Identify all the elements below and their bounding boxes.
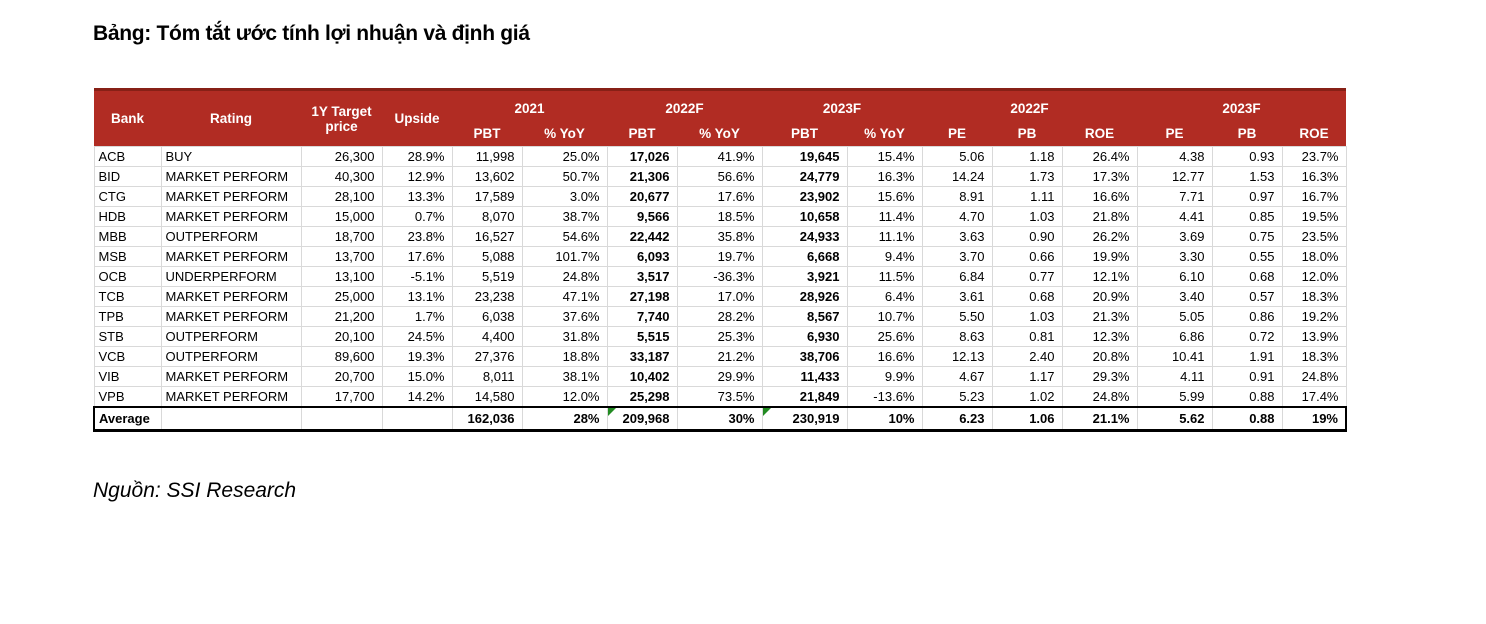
cell-bank: VPB bbox=[94, 387, 161, 407]
col-header-pbt-2022f: PBT bbox=[607, 121, 677, 147]
cell-pb-2022f: 1.02 bbox=[992, 387, 1062, 407]
cell-pbt-2021: 23,238 bbox=[452, 287, 522, 307]
cell-pbt-2022f: 209,968 bbox=[607, 407, 677, 431]
cell-upside: 14.2% bbox=[382, 387, 452, 407]
cell-yoy-2023f: 9.4% bbox=[847, 247, 922, 267]
cell-pe-2023f: 12.77 bbox=[1137, 167, 1212, 187]
cell-yoy-2021: 47.1% bbox=[522, 287, 607, 307]
cell-roe-2023f: 18.3% bbox=[1282, 347, 1346, 367]
cell-pbt-2022f: 9,566 bbox=[607, 207, 677, 227]
cell-pb-2022f: 2.40 bbox=[992, 347, 1062, 367]
cell-roe-2022f: 21.1% bbox=[1062, 407, 1137, 431]
cell-pe-2022f: 12.13 bbox=[922, 347, 992, 367]
cell-pbt-2021: 11,998 bbox=[452, 147, 522, 167]
cell-upside: 19.3% bbox=[382, 347, 452, 367]
cell-pe-2023f: 4.11 bbox=[1137, 367, 1212, 387]
header-group-row bbox=[94, 90, 1346, 121]
cell-roe-2022f: 21.3% bbox=[1062, 307, 1137, 327]
cell-pe-2023f: 7.71 bbox=[1137, 187, 1212, 207]
cell-bank: VIB bbox=[94, 367, 161, 387]
cell-pb-2023f: 0.93 bbox=[1212, 147, 1282, 167]
cell-pe-2023f: 5.99 bbox=[1137, 387, 1212, 407]
cell-pbt-2022f: 20,677 bbox=[607, 187, 677, 207]
cell-target-price: 89,600 bbox=[301, 347, 382, 367]
cell-pbt-2021: 4,400 bbox=[452, 327, 522, 347]
table-row bbox=[94, 347, 1346, 367]
cell-yoy-2023f: 9.9% bbox=[847, 367, 922, 387]
cell-upside: 1.7% bbox=[382, 307, 452, 327]
cell-yoy-2021: 28% bbox=[522, 407, 607, 431]
cell-yoy-2021: 37.6% bbox=[522, 307, 607, 327]
cell-roe-2022f: 17.3% bbox=[1062, 167, 1137, 187]
table-row bbox=[94, 167, 1346, 187]
cell-target-price: 25,000 bbox=[301, 287, 382, 307]
cell-pe-2022f: 14.24 bbox=[922, 167, 992, 187]
cell-target-price: 17,700 bbox=[301, 387, 382, 407]
cell-yoy-2022f: 18.5% bbox=[677, 207, 762, 227]
cell-yoy-2021: 18.8% bbox=[522, 347, 607, 367]
cell-pbt-2023f: 19,645 bbox=[762, 147, 847, 167]
group-header-2022f-val: 2022F bbox=[922, 90, 1137, 121]
source-note: Nguồn: SSI Research bbox=[93, 479, 297, 502]
cell-yoy-2022f: -36.3% bbox=[677, 267, 762, 287]
cell-yoy-2021: 38.7% bbox=[522, 207, 607, 227]
cell-pbt-2021: 6,038 bbox=[452, 307, 522, 327]
cell-roe-2022f: 20.9% bbox=[1062, 287, 1137, 307]
cell-pbt-2023f: 38,706 bbox=[762, 347, 847, 367]
cell-rating: MARKET PERFORM bbox=[161, 167, 301, 187]
table-row bbox=[94, 287, 1346, 307]
cell-rating: OUTPERFORM bbox=[161, 327, 301, 347]
cell-roe-2022f: 24.8% bbox=[1062, 387, 1137, 407]
cell-bank: CTG bbox=[94, 187, 161, 207]
cell-upside: 28.9% bbox=[382, 147, 452, 167]
cell-pbt-2023f: 3,921 bbox=[762, 267, 847, 287]
page-title: Bảng: Tóm tắt ước tính lợi nhuận và định giá bbox=[93, 22, 530, 45]
cell-pbt-2022f: 10,402 bbox=[607, 367, 677, 387]
cell-rating: MARKET PERFORM bbox=[161, 207, 301, 227]
cell-pb-2022f: 0.90 bbox=[992, 227, 1062, 247]
cell-pb-2022f: 1.03 bbox=[992, 207, 1062, 227]
cell-pbt-2022f: 5,515 bbox=[607, 327, 677, 347]
cell-upside bbox=[382, 407, 452, 431]
table-row bbox=[94, 187, 1346, 207]
col-header-bank: Bank bbox=[94, 90, 161, 147]
cell-pb-2023f: 1.53 bbox=[1212, 167, 1282, 187]
cell-roe-2022f: 12.1% bbox=[1062, 267, 1137, 287]
cell-roe-2023f: 19.2% bbox=[1282, 307, 1346, 327]
cell-rating: MARKET PERFORM bbox=[161, 367, 301, 387]
col-header-pbt-2023f: PBT bbox=[762, 121, 847, 147]
cell-target-price: 18,700 bbox=[301, 227, 382, 247]
cell-upside: 17.6% bbox=[382, 247, 452, 267]
cell-rating: MARKET PERFORM bbox=[161, 247, 301, 267]
cell-pbt-2021: 13,602 bbox=[452, 167, 522, 187]
cell-upside: 0.7% bbox=[382, 207, 452, 227]
cell-bank: OCB bbox=[94, 267, 161, 287]
cell-pbt-2023f: 6,930 bbox=[762, 327, 847, 347]
cell-pb-2023f: 0.68 bbox=[1212, 267, 1282, 287]
cell-rating: MARKET PERFORM bbox=[161, 187, 301, 207]
cell-pbt-2021: 14,580 bbox=[452, 387, 522, 407]
cell-pbt-2021: 162,036 bbox=[452, 407, 522, 431]
cell-pbt-2022f: 3,517 bbox=[607, 267, 677, 287]
cell-pb-2022f: 1.06 bbox=[992, 407, 1062, 431]
cell-pe-2022f: 8.63 bbox=[922, 327, 992, 347]
cell-pbt-2021: 8,070 bbox=[452, 207, 522, 227]
cell-target-price: 21,200 bbox=[301, 307, 382, 327]
cell-pb-2023f: 1.91 bbox=[1212, 347, 1282, 367]
cell-roe-2023f: 16.3% bbox=[1282, 167, 1346, 187]
cell-pbt-2022f: 6,093 bbox=[607, 247, 677, 267]
cell-pe-2022f: 3.61 bbox=[922, 287, 992, 307]
cell-yoy-2021: 54.6% bbox=[522, 227, 607, 247]
table-body bbox=[94, 147, 1346, 431]
col-header-pb-2023f: PB bbox=[1212, 121, 1282, 147]
cell-pbt-2022f: 17,026 bbox=[607, 147, 677, 167]
group-header-2022f-pbt: 2022F bbox=[607, 90, 762, 121]
cell-pe-2022f: 4.67 bbox=[922, 367, 992, 387]
cell-pbt-2023f: 11,433 bbox=[762, 367, 847, 387]
cell-rating: OUTPERFORM bbox=[161, 227, 301, 247]
cell-pb-2023f: 0.97 bbox=[1212, 187, 1282, 207]
cell-upside: 12.9% bbox=[382, 167, 452, 187]
col-header-rating: Rating bbox=[161, 90, 301, 147]
cell-pbt-2023f: 24,933 bbox=[762, 227, 847, 247]
cell-pe-2023f: 3.40 bbox=[1137, 287, 1212, 307]
table-row bbox=[94, 367, 1346, 387]
col-header-yoy-2023f: % YoY bbox=[847, 121, 922, 147]
cell-yoy-2022f: 56.6% bbox=[677, 167, 762, 187]
cell-pb-2023f: 0.88 bbox=[1212, 387, 1282, 407]
cell-roe-2022f: 16.6% bbox=[1062, 187, 1137, 207]
cell-pb-2023f: 0.57 bbox=[1212, 287, 1282, 307]
cell-pbt-2023f: 24,779 bbox=[762, 167, 847, 187]
cell-rating: MARKET PERFORM bbox=[161, 387, 301, 407]
cell-pb-2022f: 1.73 bbox=[992, 167, 1062, 187]
table-row bbox=[94, 147, 1346, 167]
cell-yoy-2023f: 11.5% bbox=[847, 267, 922, 287]
col-header-yoy-2022f: % YoY bbox=[677, 121, 762, 147]
cell-roe-2023f: 18.3% bbox=[1282, 287, 1346, 307]
cell-pb-2023f: 0.55 bbox=[1212, 247, 1282, 267]
cell-roe-2022f: 20.8% bbox=[1062, 347, 1137, 367]
cell-pbt-2023f: 28,926 bbox=[762, 287, 847, 307]
cell-roe-2022f: 26.2% bbox=[1062, 227, 1137, 247]
cell-pe-2023f: 5.05 bbox=[1137, 307, 1212, 327]
col-header-pe-2023f: PE bbox=[1137, 121, 1212, 147]
cell-yoy-2022f: 30% bbox=[677, 407, 762, 431]
cell-pe-2022f: 8.91 bbox=[922, 187, 992, 207]
cell-pb-2023f: 0.85 bbox=[1212, 207, 1282, 227]
cell-yoy-2022f: 17.6% bbox=[677, 187, 762, 207]
group-header-2023f-val: 2023F bbox=[1137, 90, 1346, 121]
table-row bbox=[94, 307, 1346, 327]
cell-yoy-2023f: 10.7% bbox=[847, 307, 922, 327]
cell-bank: MBB bbox=[94, 227, 161, 247]
cell-target-price: 40,300 bbox=[301, 167, 382, 187]
cell-pb-2023f: 0.75 bbox=[1212, 227, 1282, 247]
cell-yoy-2021: 101.7% bbox=[522, 247, 607, 267]
cell-bank: ACB bbox=[94, 147, 161, 167]
cell-yoy-2023f: 15.4% bbox=[847, 147, 922, 167]
table-row bbox=[94, 247, 1346, 267]
col-header-upside: Upside bbox=[382, 90, 452, 147]
col-header-yoy-2021: % YoY bbox=[522, 121, 607, 147]
cell-bank: STB bbox=[94, 327, 161, 347]
cell-yoy-2022f: 35.8% bbox=[677, 227, 762, 247]
cell-rating: OUTPERFORM bbox=[161, 347, 301, 367]
cell-pbt-2023f: 10,658 bbox=[762, 207, 847, 227]
cell-pb-2022f: 0.81 bbox=[992, 327, 1062, 347]
cell-yoy-2023f: 25.6% bbox=[847, 327, 922, 347]
cell-target-price: 26,300 bbox=[301, 147, 382, 167]
cell-pb-2022f: 1.17 bbox=[992, 367, 1062, 387]
table-row bbox=[94, 227, 1346, 247]
cell-yoy-2023f: 10% bbox=[847, 407, 922, 431]
cell-roe-2022f: 26.4% bbox=[1062, 147, 1137, 167]
cell-yoy-2022f: 19.7% bbox=[677, 247, 762, 267]
cell-pbt-2023f: 23,902 bbox=[762, 187, 847, 207]
cell-yoy-2021: 3.0% bbox=[522, 187, 607, 207]
cell-upside: 23.8% bbox=[382, 227, 452, 247]
cell-pe-2023f: 4.38 bbox=[1137, 147, 1212, 167]
table-row bbox=[94, 267, 1346, 287]
cell-rating: MARKET PERFORM bbox=[161, 307, 301, 327]
cell-roe-2023f: 19.5% bbox=[1282, 207, 1346, 227]
cell-pbt-2022f: 21,306 bbox=[607, 167, 677, 187]
cell-yoy-2021: 31.8% bbox=[522, 327, 607, 347]
cell-yoy-2022f: 17.0% bbox=[677, 287, 762, 307]
cell-pb-2022f: 0.66 bbox=[992, 247, 1062, 267]
cell-pb-2023f: 0.72 bbox=[1212, 327, 1282, 347]
cell-roe-2023f: 24.8% bbox=[1282, 367, 1346, 387]
cell-rating bbox=[161, 407, 301, 431]
cell-pbt-2022f: 33,187 bbox=[607, 347, 677, 367]
col-header-roe-2023f: ROE bbox=[1282, 121, 1346, 147]
average-row bbox=[94, 407, 1346, 431]
cell-yoy-2021: 38.1% bbox=[522, 367, 607, 387]
cell-yoy-2023f: 16.6% bbox=[847, 347, 922, 367]
cell-pbt-2021: 5,519 bbox=[452, 267, 522, 287]
cell-target-price: 13,100 bbox=[301, 267, 382, 287]
cell-pbt-2022f: 22,442 bbox=[607, 227, 677, 247]
cell-pb-2022f: 1.11 bbox=[992, 187, 1062, 207]
col-header-pb-2022f: PB bbox=[992, 121, 1062, 147]
cell-pe-2022f: 5.06 bbox=[922, 147, 992, 167]
cell-roe-2023f: 13.9% bbox=[1282, 327, 1346, 347]
cell-upside: 15.0% bbox=[382, 367, 452, 387]
cell-pb-2023f: 0.86 bbox=[1212, 307, 1282, 327]
cell-yoy-2022f: 28.2% bbox=[677, 307, 762, 327]
cell-pe-2022f: 5.50 bbox=[922, 307, 992, 327]
cell-roe-2022f: 21.8% bbox=[1062, 207, 1137, 227]
col-header-pbt-2021: PBT bbox=[452, 121, 522, 147]
table-row bbox=[94, 387, 1346, 407]
cell-yoy-2023f: 16.3% bbox=[847, 167, 922, 187]
cell-pb-2022f: 1.03 bbox=[992, 307, 1062, 327]
cell-pe-2023f: 4.41 bbox=[1137, 207, 1212, 227]
cell-roe-2023f: 18.0% bbox=[1282, 247, 1346, 267]
cell-bank: TPB bbox=[94, 307, 161, 327]
cell-target-price: 28,100 bbox=[301, 187, 382, 207]
cell-bank: MSB bbox=[94, 247, 161, 267]
cell-roe-2023f: 16.7% bbox=[1282, 187, 1346, 207]
cell-upside: 13.3% bbox=[382, 187, 452, 207]
estimates-table bbox=[93, 88, 1347, 432]
cell-pe-2022f: 3.70 bbox=[922, 247, 992, 267]
cell-yoy-2022f: 73.5% bbox=[677, 387, 762, 407]
cell-roe-2023f: 19% bbox=[1282, 407, 1346, 431]
cell-pe-2022f: 6.84 bbox=[922, 267, 992, 287]
cell-pbt-2021: 8,011 bbox=[452, 367, 522, 387]
cell-target-price: 20,700 bbox=[301, 367, 382, 387]
col-header-target-price: 1Y Target price bbox=[301, 90, 382, 147]
cell-pe-2023f: 5.62 bbox=[1137, 407, 1212, 431]
cell-roe-2023f: 23.5% bbox=[1282, 227, 1346, 247]
cell-target-price: 15,000 bbox=[301, 207, 382, 227]
cell-pbt-2023f: 230,919 bbox=[762, 407, 847, 431]
cell-yoy-2022f: 29.9% bbox=[677, 367, 762, 387]
cell-pb-2023f: 0.88 bbox=[1212, 407, 1282, 431]
cell-yoy-2022f: 21.2% bbox=[677, 347, 762, 367]
cell-yoy-2021: 12.0% bbox=[522, 387, 607, 407]
cell-target-price bbox=[301, 407, 382, 431]
cell-yoy-2023f: 11.1% bbox=[847, 227, 922, 247]
cell-pb-2022f: 1.18 bbox=[992, 147, 1062, 167]
cell-bank: VCB bbox=[94, 347, 161, 367]
cell-rating: UNDERPERFORM bbox=[161, 267, 301, 287]
cell-pe-2023f: 3.30 bbox=[1137, 247, 1212, 267]
cell-pbt-2021: 16,527 bbox=[452, 227, 522, 247]
cell-pe-2022f: 5.23 bbox=[922, 387, 992, 407]
cell-upside: 24.5% bbox=[382, 327, 452, 347]
cell-yoy-2022f: 25.3% bbox=[677, 327, 762, 347]
cell-rating: BUY bbox=[161, 147, 301, 167]
col-header-roe-2022f: ROE bbox=[1062, 121, 1137, 147]
cell-yoy-2023f: -13.6% bbox=[847, 387, 922, 407]
cell-target-price: 20,100 bbox=[301, 327, 382, 347]
cell-yoy-2023f: 11.4% bbox=[847, 207, 922, 227]
cell-yoy-2023f: 6.4% bbox=[847, 287, 922, 307]
cell-pe-2023f: 6.10 bbox=[1137, 267, 1212, 287]
cell-pe-2022f: 3.63 bbox=[922, 227, 992, 247]
table-row bbox=[94, 207, 1346, 227]
cell-target-price: 13,700 bbox=[301, 247, 382, 267]
cell-pbt-2021: 5,088 bbox=[452, 247, 522, 267]
col-header-pe-2022f: PE bbox=[922, 121, 992, 147]
cell-bank: TCB bbox=[94, 287, 161, 307]
cell-pb-2022f: 0.77 bbox=[992, 267, 1062, 287]
cell-roe-2022f: 29.3% bbox=[1062, 367, 1137, 387]
cell-bank: HDB bbox=[94, 207, 161, 227]
cell-pb-2023f: 0.91 bbox=[1212, 367, 1282, 387]
cell-pe-2022f: 6.23 bbox=[922, 407, 992, 431]
cell-yoy-2021: 24.8% bbox=[522, 267, 607, 287]
cell-bank: Average bbox=[94, 407, 161, 431]
cell-roe-2023f: 12.0% bbox=[1282, 267, 1346, 287]
cell-roe-2022f: 19.9% bbox=[1062, 247, 1137, 267]
cell-pbt-2023f: 21,849 bbox=[762, 387, 847, 407]
cell-pbt-2021: 27,376 bbox=[452, 347, 522, 367]
table-row bbox=[94, 327, 1346, 347]
cell-pbt-2023f: 6,668 bbox=[762, 247, 847, 267]
cell-bank: BID bbox=[94, 167, 161, 187]
cell-pbt-2023f: 8,567 bbox=[762, 307, 847, 327]
table-header bbox=[94, 90, 1346, 147]
cell-upside: 13.1% bbox=[382, 287, 452, 307]
cell-pb-2022f: 0.68 bbox=[992, 287, 1062, 307]
cell-pe-2022f: 4.70 bbox=[922, 207, 992, 227]
cell-pe-2023f: 6.86 bbox=[1137, 327, 1212, 347]
cell-roe-2023f: 17.4% bbox=[1282, 387, 1346, 407]
cell-upside: -5.1% bbox=[382, 267, 452, 287]
cell-yoy-2022f: 41.9% bbox=[677, 147, 762, 167]
cell-rating: MARKET PERFORM bbox=[161, 287, 301, 307]
cell-yoy-2023f: 15.6% bbox=[847, 187, 922, 207]
cell-pe-2023f: 3.69 bbox=[1137, 227, 1212, 247]
cell-pbt-2022f: 25,298 bbox=[607, 387, 677, 407]
cell-pbt-2022f: 7,740 bbox=[607, 307, 677, 327]
cell-yoy-2021: 50.7% bbox=[522, 167, 607, 187]
cell-roe-2023f: 23.7% bbox=[1282, 147, 1346, 167]
group-header-2023f-pbt: 2023F bbox=[762, 90, 922, 121]
cell-pe-2023f: 10.41 bbox=[1137, 347, 1212, 367]
cell-pbt-2021: 17,589 bbox=[452, 187, 522, 207]
cell-roe-2022f: 12.3% bbox=[1062, 327, 1137, 347]
cell-yoy-2021: 25.0% bbox=[522, 147, 607, 167]
cell-pbt-2022f: 27,198 bbox=[607, 287, 677, 307]
group-header-2021: 2021 bbox=[452, 90, 607, 121]
